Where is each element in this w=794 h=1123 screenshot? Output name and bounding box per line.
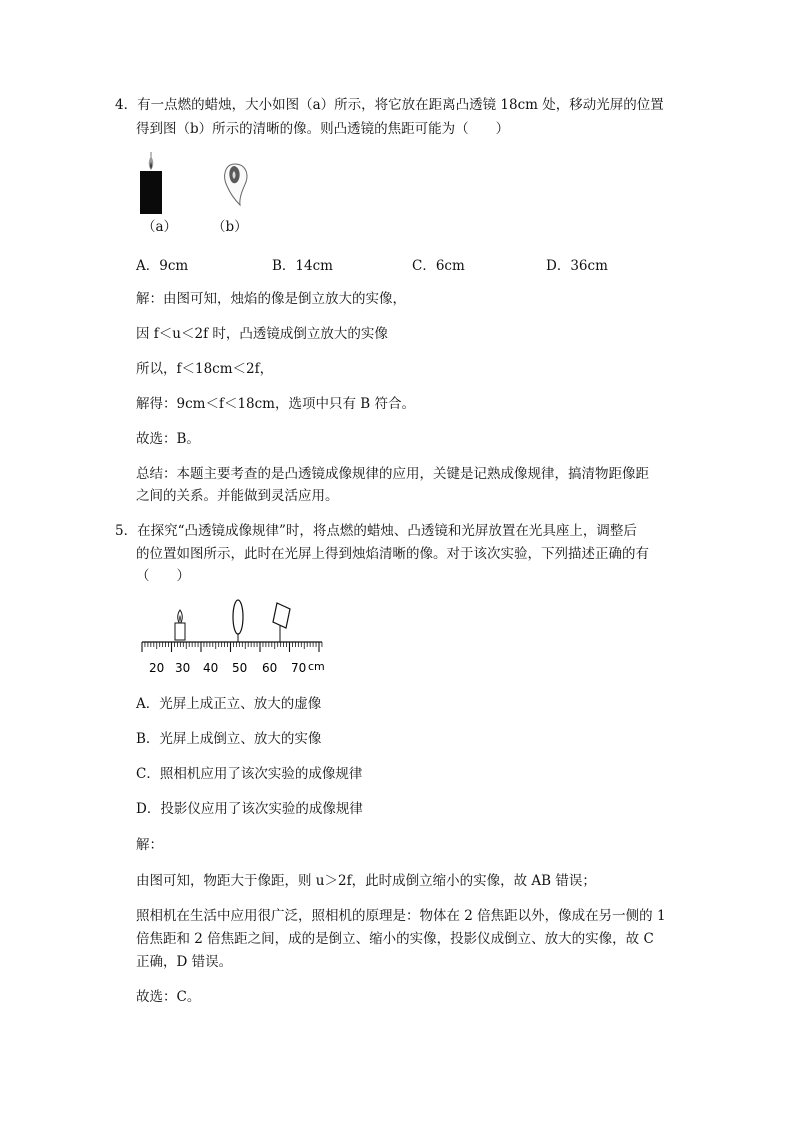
q5-solution-line4: 正确，D 错误。 [136,954,233,970]
q4-option-c[interactable]: C．6cm [412,258,465,274]
ruler-label-60: 60 [262,661,278,675]
q4-option-a[interactable]: A．9cm [136,258,189,274]
q4-figure-b-flame-image [218,162,252,208]
ruler-unit: cm [308,660,325,673]
q4-stem-line2: 得到图（b）所示的清晰的像。则凸透镜的焦距可能为（ ） [136,121,510,137]
q4-summary-line1: 总结：本题主要考查的是凸透镜成像规律的应用，关键是记熟成像规律，搞清物距像距 [136,466,649,482]
q5-optical-bench-figure [138,598,338,678]
q5-solution-line2: 照相机在生活中应用很广泛，照相机的原理是：物体在 2 倍焦距以外，像成在另一侧的 1 [136,908,666,924]
q5-stem-line2: 的位置如图所示，此时在光屏上得到烛焰清晰的像。对于该次实验，下列描述正确的有 [136,546,649,562]
q5-solution-line1: 由图可知，物距大于像距，则 u＞2f，此时成倒立缩小的实像，故 AB 错误； [136,873,596,889]
ruler-label-30: 30 [175,661,191,675]
ruler-ticks [142,642,322,652]
ruler-label-50: 50 [232,661,248,675]
q4-option-d[interactable]: D．36cm [546,258,608,274]
q4-figure-a-candle [130,150,170,218]
ruler-label-70: 70 [291,661,307,675]
q4-figure-b-label: （b） [212,219,248,235]
q4-solution-line1: 解：由图可知，烛焰的像是倒立放大的实像， [136,291,406,307]
ruler-label-20: 20 [149,661,165,675]
q4-solution-line2: 因 f＜u＜2f 时，凸透镜成倒立放大的实像 [136,326,388,342]
ruler-label-40: 40 [203,661,219,675]
q5-stem-line1: 5．在探究“凸透镜成像规律”时，将点燃的蜡烛、凸透镜和光屏放置在光具座上，调整后 [115,523,637,539]
q4-answer: 故选：B。 [136,431,200,447]
q5-option-b[interactable]: B．光屏上成倒立、放大的实像 [136,731,322,747]
q5-solution-head: 解： [136,837,163,853]
q5-stem-line3: （ ） [136,568,190,584]
q5-option-a[interactable]: A．光屏上成正立、放大的虚像 [136,696,322,712]
q4-summary-line2: 之间的关系。并能做到灵活应用。 [136,488,339,504]
q5-answer: 故选：C。 [136,989,201,1005]
q4-options [136,254,696,274]
light-screen-icon [273,603,290,628]
candle-icon [175,610,185,640]
q4-figure-a-label: （a） [142,219,178,235]
q5-solution-line3: 倍焦距和 2 倍焦距之间，成的是倒立、缩小的实像，投影仪成倒立、放大的实像，故 C [136,931,654,947]
q4-option-b[interactable]: B．14cm [272,258,333,274]
q4-solution-line4: 解得：9cm＜f＜18cm，选项中只有 B 符合。 [136,396,415,412]
q4-solution-line3: 所以，f＜18cm＜2f， [136,361,274,377]
convex-lens-icon [233,600,243,634]
q5-option-c[interactable]: C．照相机应用了该次实验的成像规律 [136,766,363,782]
q5-option-d[interactable]: D．投影仪应用了该次实验的成像规律 [136,801,363,817]
q4-stem-line1: 4．有一点燃的蜡烛，大小如图（a）所示，将它放在距离凸透镜 18cm 处，移动光屏的位置 [115,97,664,113]
